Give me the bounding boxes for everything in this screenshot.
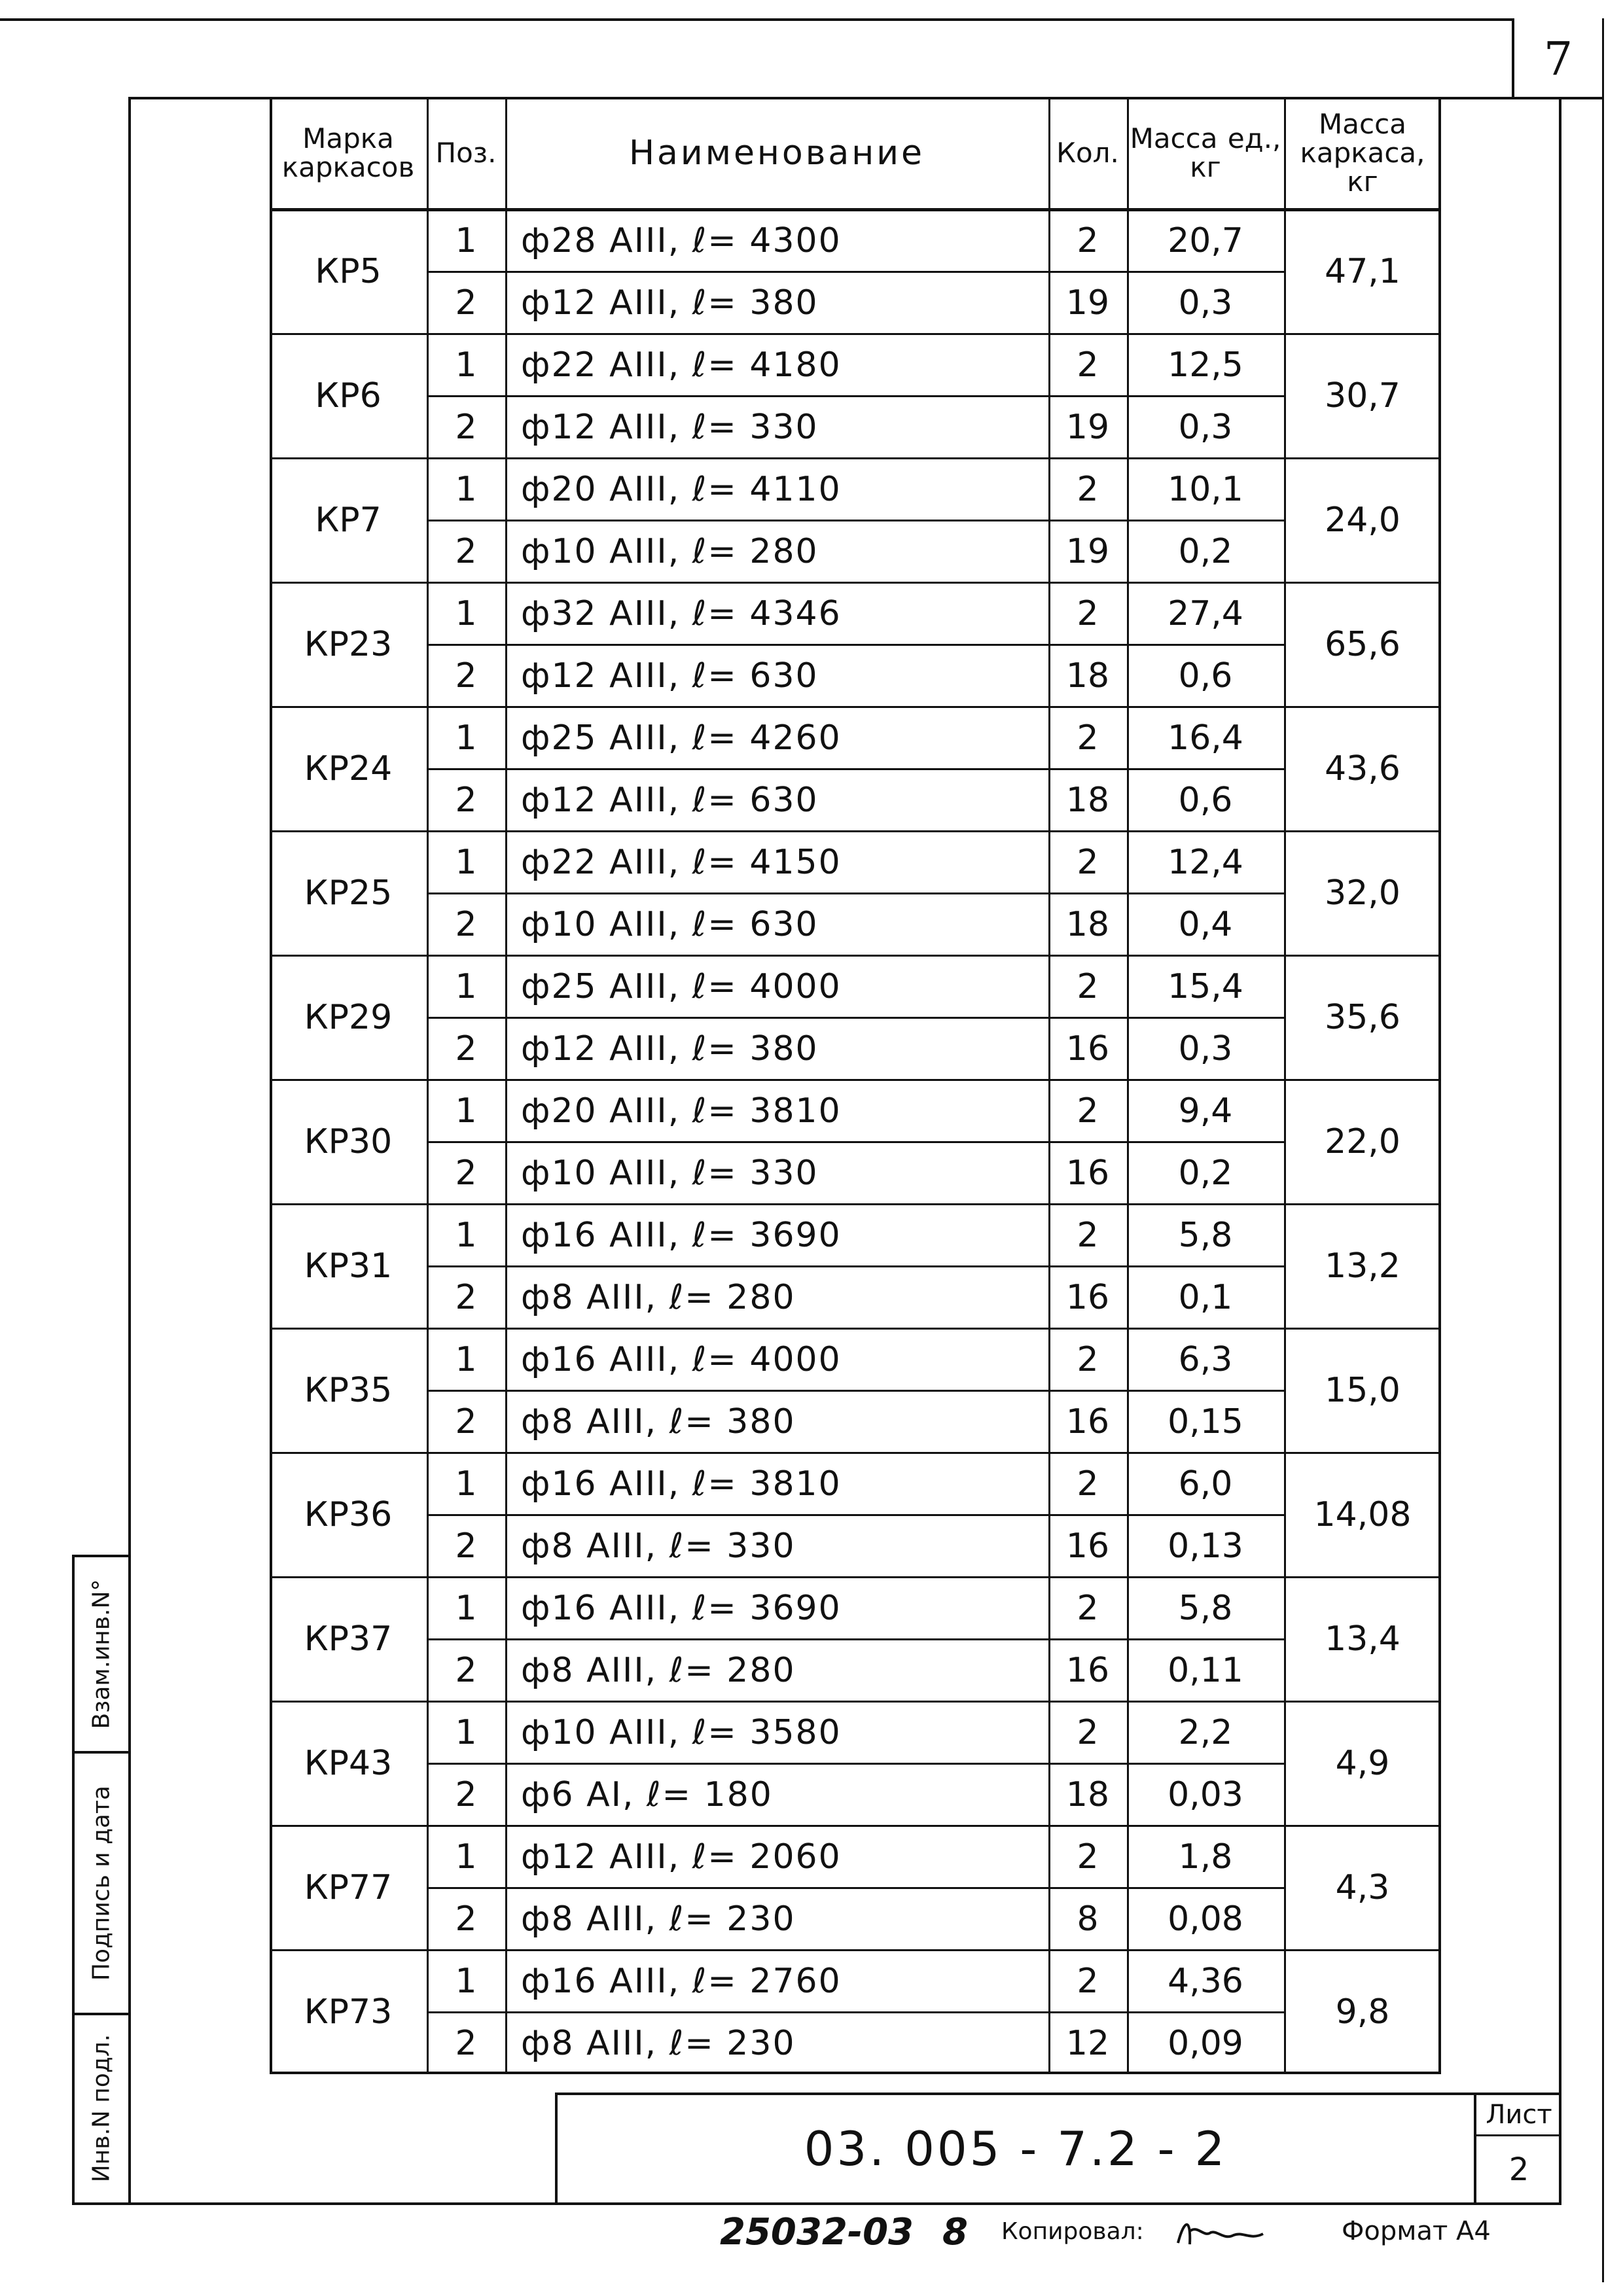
side-stamp-podpis-data: Подпись и дата xyxy=(88,1785,115,1981)
poz-cell: 1 xyxy=(455,345,477,385)
kol-cell: 2 xyxy=(1077,221,1099,260)
mass-frame-cell: 47,1 xyxy=(1325,252,1400,291)
header-mass-frame: Масса каркаса, кг xyxy=(1300,107,1425,198)
name-cell: ф16 АIII, ℓ= 3690 xyxy=(521,1588,842,1628)
title-block-sheet-label-line xyxy=(1474,2134,1561,2136)
kol-cell: 16 xyxy=(1065,1526,1110,1566)
poz-cell: 1 xyxy=(455,842,477,882)
kol-cell: 2 xyxy=(1077,1712,1099,1752)
name-cell: ф16 АIII, ℓ= 3810 xyxy=(521,1464,842,1504)
mass-unit-cell: 6,0 xyxy=(1178,1464,1233,1504)
name-cell: ф16 АIII, ℓ= 4000 xyxy=(521,1339,842,1379)
poz-cell: 2 xyxy=(455,2023,477,2063)
page-right-edge xyxy=(1602,18,1604,2282)
marka-cell: КР25 xyxy=(304,874,393,913)
footer-kopiroval-label: Копировал: xyxy=(1001,2217,1144,2245)
kol-cell: 2 xyxy=(1077,1464,1099,1504)
poz-cell: 1 xyxy=(455,1339,477,1379)
footer-format: Формат А4 xyxy=(1342,2216,1491,2246)
poz-cell: 1 xyxy=(455,593,477,633)
side-stamp-left xyxy=(72,1556,75,2204)
mass-unit-cell: 0,15 xyxy=(1168,1402,1243,1441)
marka-cell: КР31 xyxy=(304,1246,393,1286)
side-stamp-top xyxy=(72,1555,131,1557)
marka-cell: КР7 xyxy=(315,501,382,540)
mass-unit-cell: 0,3 xyxy=(1178,283,1233,323)
mass-unit-cell: 6,3 xyxy=(1178,1339,1233,1379)
marka-cell: КР36 xyxy=(304,1495,393,1534)
marka-cell: КР43 xyxy=(304,1744,393,1783)
kol-cell: 2 xyxy=(1077,1961,1099,2001)
mass-unit-cell: 0,2 xyxy=(1178,1153,1233,1193)
header-marka: Марка каркасов xyxy=(281,122,415,183)
name-cell: ф8 АIII, ℓ= 230 xyxy=(521,2023,796,2063)
sheet-number: 2 xyxy=(1508,2151,1529,2188)
mass-unit-cell: 0,4 xyxy=(1178,904,1233,944)
kol-cell: 2 xyxy=(1077,1837,1099,1877)
mass-unit-cell: 0,11 xyxy=(1168,1650,1243,1690)
mass-unit-cell: 0,2 xyxy=(1178,531,1233,571)
mass-unit-cell: 0,6 xyxy=(1178,656,1233,696)
mass-frame-cell: 14,08 xyxy=(1313,1495,1412,1534)
poz-cell: 2 xyxy=(455,1899,477,1939)
kol-cell: 2 xyxy=(1077,1091,1099,1131)
kol-cell: 18 xyxy=(1065,1775,1110,1814)
mass-frame-cell: 4,3 xyxy=(1335,1868,1390,1907)
document-designation: 03. 005 - 7.2 - 2 xyxy=(804,2121,1228,2176)
mass-unit-cell: 9,4 xyxy=(1178,1091,1233,1131)
kol-cell: 2 xyxy=(1077,1588,1099,1628)
marka-cell: КР30 xyxy=(304,1122,393,1161)
kol-cell: 12 xyxy=(1065,2023,1110,2063)
poz-cell: 2 xyxy=(455,1402,477,1441)
mass-frame-cell: 4,9 xyxy=(1335,1744,1390,1783)
kol-cell: 2 xyxy=(1077,966,1099,1006)
header-name: Наименование xyxy=(628,133,925,173)
kol-cell: 18 xyxy=(1065,904,1110,944)
name-cell: ф12 АIII, ℓ= 630 xyxy=(521,780,819,820)
kol-cell: 2 xyxy=(1077,469,1099,509)
name-cell: ф8 АIII, ℓ= 230 xyxy=(521,1899,796,1939)
marka-cell: КР73 xyxy=(304,1992,393,2032)
kol-cell: 2 xyxy=(1077,345,1099,385)
poz-cell: 1 xyxy=(455,1464,477,1504)
mass-unit-cell: 20,7 xyxy=(1168,221,1243,260)
mass-unit-cell: 1,8 xyxy=(1178,1837,1233,1877)
sheet-label: Лист xyxy=(1486,2100,1552,2130)
poz-cell: 1 xyxy=(455,221,477,260)
top-border-line xyxy=(0,18,1512,21)
name-cell: ф25 АIII, ℓ= 4260 xyxy=(521,718,842,758)
name-cell: ф8 АIII, ℓ= 380 xyxy=(521,1402,796,1441)
name-cell: ф10 АIII, ℓ= 630 xyxy=(521,904,819,944)
mass-unit-cell: 12,5 xyxy=(1168,345,1243,385)
kol-cell: 2 xyxy=(1077,1215,1099,1255)
poz-cell: 1 xyxy=(455,1215,477,1255)
table-top-line xyxy=(270,97,1441,99)
table-col-line xyxy=(1438,97,1441,2074)
outer-frame-bottom xyxy=(72,2202,1561,2205)
mass-unit-cell: 2,2 xyxy=(1178,1712,1233,1752)
mass-unit-cell: 5,8 xyxy=(1178,1215,1233,1255)
mass-frame-cell: 32,0 xyxy=(1325,874,1400,913)
poz-cell: 2 xyxy=(455,531,477,571)
kol-cell: 2 xyxy=(1077,593,1099,633)
poz-cell: 1 xyxy=(455,1588,477,1628)
name-cell: ф8 АIII, ℓ= 330 xyxy=(521,1526,796,1566)
copyist-signature xyxy=(1171,2212,1276,2251)
name-cell: ф12 АIII, ℓ= 330 xyxy=(521,407,819,447)
mass-unit-cell: 4,36 xyxy=(1168,1961,1243,2001)
poz-cell: 2 xyxy=(455,780,477,820)
marka-cell: КР35 xyxy=(304,1371,393,1410)
name-cell: ф20 АIII, ℓ= 4110 xyxy=(521,469,842,509)
name-cell: ф20 АIII, ℓ= 3810 xyxy=(521,1091,842,1131)
name-cell: ф10 АIII, ℓ= 3580 xyxy=(521,1712,842,1752)
marka-cell: КР24 xyxy=(304,749,393,788)
mass-unit-cell: 5,8 xyxy=(1178,1588,1233,1628)
poz-cell: 2 xyxy=(455,1277,477,1317)
name-cell: ф28 АIII, ℓ= 4300 xyxy=(521,221,842,260)
poz-cell: 2 xyxy=(455,1775,477,1814)
poz-cell: 2 xyxy=(455,1029,477,1069)
mass-unit-cell: 0,08 xyxy=(1168,1899,1243,1939)
mass-unit-cell: 27,4 xyxy=(1168,593,1243,633)
kol-cell: 16 xyxy=(1065,1277,1110,1317)
mass-unit-cell: 0,3 xyxy=(1178,407,1233,447)
poz-cell: 1 xyxy=(455,966,477,1006)
header-poz: Поз. xyxy=(435,136,497,169)
poz-cell: 1 xyxy=(455,1712,477,1752)
name-cell: ф10 АIII, ℓ= 280 xyxy=(521,531,819,571)
poz-cell: 2 xyxy=(455,283,477,323)
mass-frame-cell: 43,6 xyxy=(1325,749,1400,788)
mass-frame-cell: 65,6 xyxy=(1325,625,1400,664)
kol-cell: 18 xyxy=(1065,656,1110,696)
side-stamp-div2 xyxy=(72,2013,131,2015)
poz-cell: 1 xyxy=(455,1961,477,2001)
mass-unit-cell: 0,1 xyxy=(1178,1277,1233,1317)
kol-cell: 8 xyxy=(1077,1899,1099,1939)
poz-cell: 2 xyxy=(455,1153,477,1193)
name-cell: ф22 АIII, ℓ= 4180 xyxy=(521,345,842,385)
table-col-line xyxy=(1284,97,1286,2074)
specification-table xyxy=(270,97,1441,2074)
mass-unit-cell: 16,4 xyxy=(1168,718,1243,758)
name-cell: ф12 АIII, ℓ= 380 xyxy=(521,1029,819,1069)
footer-copy-number: 8 xyxy=(942,2210,968,2253)
kol-cell: 19 xyxy=(1065,531,1110,571)
marka-cell: КР23 xyxy=(304,625,393,664)
poz-cell: 2 xyxy=(455,407,477,447)
name-cell: ф10 АIII, ℓ= 330 xyxy=(521,1153,819,1193)
name-cell: ф16 АIII, ℓ= 3690 xyxy=(521,1215,842,1255)
kol-cell: 2 xyxy=(1077,842,1099,882)
name-cell: ф12 АIII, ℓ= 630 xyxy=(521,656,819,696)
mass-unit-cell: 12,4 xyxy=(1168,842,1243,882)
outer-frame-right xyxy=(1559,97,1561,2204)
mass-frame-cell: 24,0 xyxy=(1325,501,1400,540)
header-mass-unit: Масса ед., кг xyxy=(1130,122,1281,183)
mass-frame-cell: 13,2 xyxy=(1325,1246,1400,1286)
mass-frame-cell: 13,4 xyxy=(1325,1619,1400,1659)
poz-cell: 2 xyxy=(455,656,477,696)
marka-cell: КР5 xyxy=(315,252,382,291)
mass-frame-cell: 35,6 xyxy=(1325,998,1400,1037)
name-cell: ф8 АIII, ℓ= 280 xyxy=(521,1650,796,1690)
side-stamp-vzam-inv: Взам.инв.N° xyxy=(88,1579,115,1729)
name-cell: ф16 АIII, ℓ= 2760 xyxy=(521,1961,842,2001)
marka-cell: КР77 xyxy=(304,1868,393,1907)
mass-unit-cell: 10,1 xyxy=(1168,469,1243,509)
marka-cell: КР37 xyxy=(304,1619,393,1659)
kol-cell: 16 xyxy=(1065,1153,1110,1193)
kol-cell: 16 xyxy=(1065,1402,1110,1441)
mass-frame-cell: 30,7 xyxy=(1325,376,1400,415)
name-cell: ф12 АIII, ℓ= 2060 xyxy=(521,1837,842,1877)
poz-cell: 1 xyxy=(455,1837,477,1877)
kol-cell: 16 xyxy=(1065,1650,1110,1690)
poz-cell: 1 xyxy=(455,469,477,509)
poz-cell: 2 xyxy=(455,904,477,944)
mass-unit-cell: 0,09 xyxy=(1168,2023,1243,2063)
kol-cell: 18 xyxy=(1065,780,1110,820)
name-cell: ф32 АIII, ℓ= 4346 xyxy=(521,593,842,633)
poz-cell: 1 xyxy=(455,718,477,758)
corner-box-right xyxy=(1602,18,1604,97)
header-kol: Кол. xyxy=(1056,136,1119,169)
name-cell: ф22 АIII, ℓ= 4150 xyxy=(521,842,842,882)
kol-cell: 19 xyxy=(1065,283,1110,323)
name-cell: ф25 АIII, ℓ= 4000 xyxy=(521,966,842,1006)
mass-unit-cell: 0,3 xyxy=(1178,1029,1233,1069)
mass-frame-cell: 22,0 xyxy=(1325,1122,1400,1161)
name-cell: ф8 АIII, ℓ= 280 xyxy=(521,1277,796,1317)
mass-frame-cell: 9,8 xyxy=(1335,1992,1390,2032)
name-cell: ф6 АI, ℓ= 180 xyxy=(521,1775,773,1814)
kol-cell: 2 xyxy=(1077,718,1099,758)
kol-cell: 19 xyxy=(1065,407,1110,447)
marka-cell: КР6 xyxy=(315,376,382,415)
poz-cell: 2 xyxy=(455,1650,477,1690)
mass-unit-cell: 15,4 xyxy=(1168,966,1243,1006)
side-stamp-inv-podl: Инв.N подл. xyxy=(88,2034,115,2183)
side-stamp-div1 xyxy=(72,1751,131,1754)
kol-cell: 2 xyxy=(1077,1339,1099,1379)
footer-doc-number: 25032-03 xyxy=(720,2210,914,2253)
mass-unit-cell: 0,03 xyxy=(1168,1775,1243,1814)
mass-frame-cell: 15,0 xyxy=(1325,1371,1400,1410)
poz-cell: 2 xyxy=(455,1526,477,1566)
sheet-corner-number: 7 xyxy=(1543,32,1573,86)
name-cell: ф12 АIII, ℓ= 380 xyxy=(521,283,819,323)
poz-cell: 1 xyxy=(455,1091,477,1131)
kol-cell: 16 xyxy=(1065,1029,1110,1069)
marka-cell: КР29 xyxy=(304,998,393,1037)
mass-unit-cell: 0,6 xyxy=(1178,780,1233,820)
mass-unit-cell: 0,13 xyxy=(1168,1526,1243,1566)
side-stamp-mid xyxy=(128,1556,131,2204)
